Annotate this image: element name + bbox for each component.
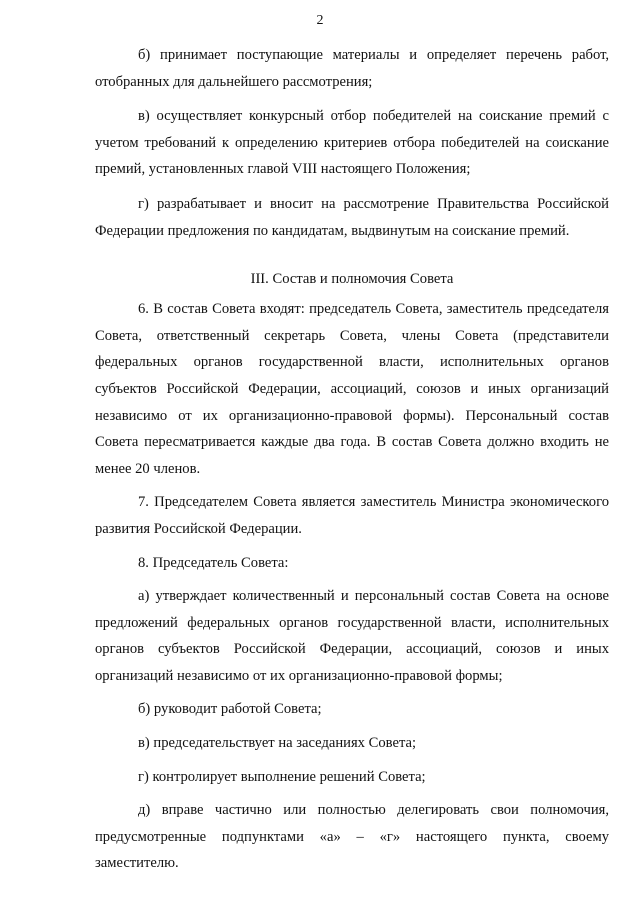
paragraph-b: б) принимает поступающие материалы и определяет перечень работ, отобранных для дальнейшего рассмотрения; bbox=[95, 47, 609, 90]
paragraph-6: 6. В состав Совета входят: председатель Совета, заместитель председателя Совета, ответственный секретарь Совета, члены Совета (представители федеральных органов государственной власти, исполнительных органов субъектов Российской Федерации, ассоциаций, союзов и иных организаций независимо от их организационно-правовой формы). Персональный состав Совета пересматривается каждые два года. В состав Совета должно входить не менее 20 членов. bbox=[95, 301, 609, 477]
paragraph-8d: д) вправе частично или полностью делегировать свои полномочия, предусмотренные подпунктами «а» – «г» настоящего пункта, своему заместителю. bbox=[95, 802, 609, 872]
paragraph-v: в) осуществляет конкурсный отбор победителей на соискание премий с учетом требований к определению критериев отбора победителей на соискание премий, установленных главой VIII настоящего Положения; bbox=[95, 108, 609, 178]
paragraph-8b: б) руководит работой Совета; bbox=[138, 701, 322, 718]
paragraph-g: г) разрабатывает и вносит на рассмотрение Правительства Российской Федерации предложения по кандидатам, выдвинутым на соискание премий. bbox=[95, 195, 609, 239]
paragraph-8: 8. Председатель Совета: bbox=[138, 554, 289, 571]
paragraph-8a: а) утверждает количественный и персональный состав Совета на основе предложений федеральных органов государственной власти, исполнительных органов субъектов Российской Федерации, ассоциаций, союзов и иных организаций независимо от их организационно-правовой формы; bbox=[95, 588, 609, 684]
page-number: 2 bbox=[316, 13, 324, 28]
section-heading: III. Состав и полномочия Совета bbox=[250, 271, 454, 288]
paragraph-7: 7. Председателем Совета является заместитель Министра экономического развития Российской Федерации. bbox=[95, 494, 609, 537]
paragraph-8g: г) контролирует выполнение решений Совета; bbox=[138, 768, 426, 785]
paragraph-8v: в) председательствует на заседаниях Совета; bbox=[138, 735, 417, 752]
document-body bbox=[95, 42, 609, 877]
